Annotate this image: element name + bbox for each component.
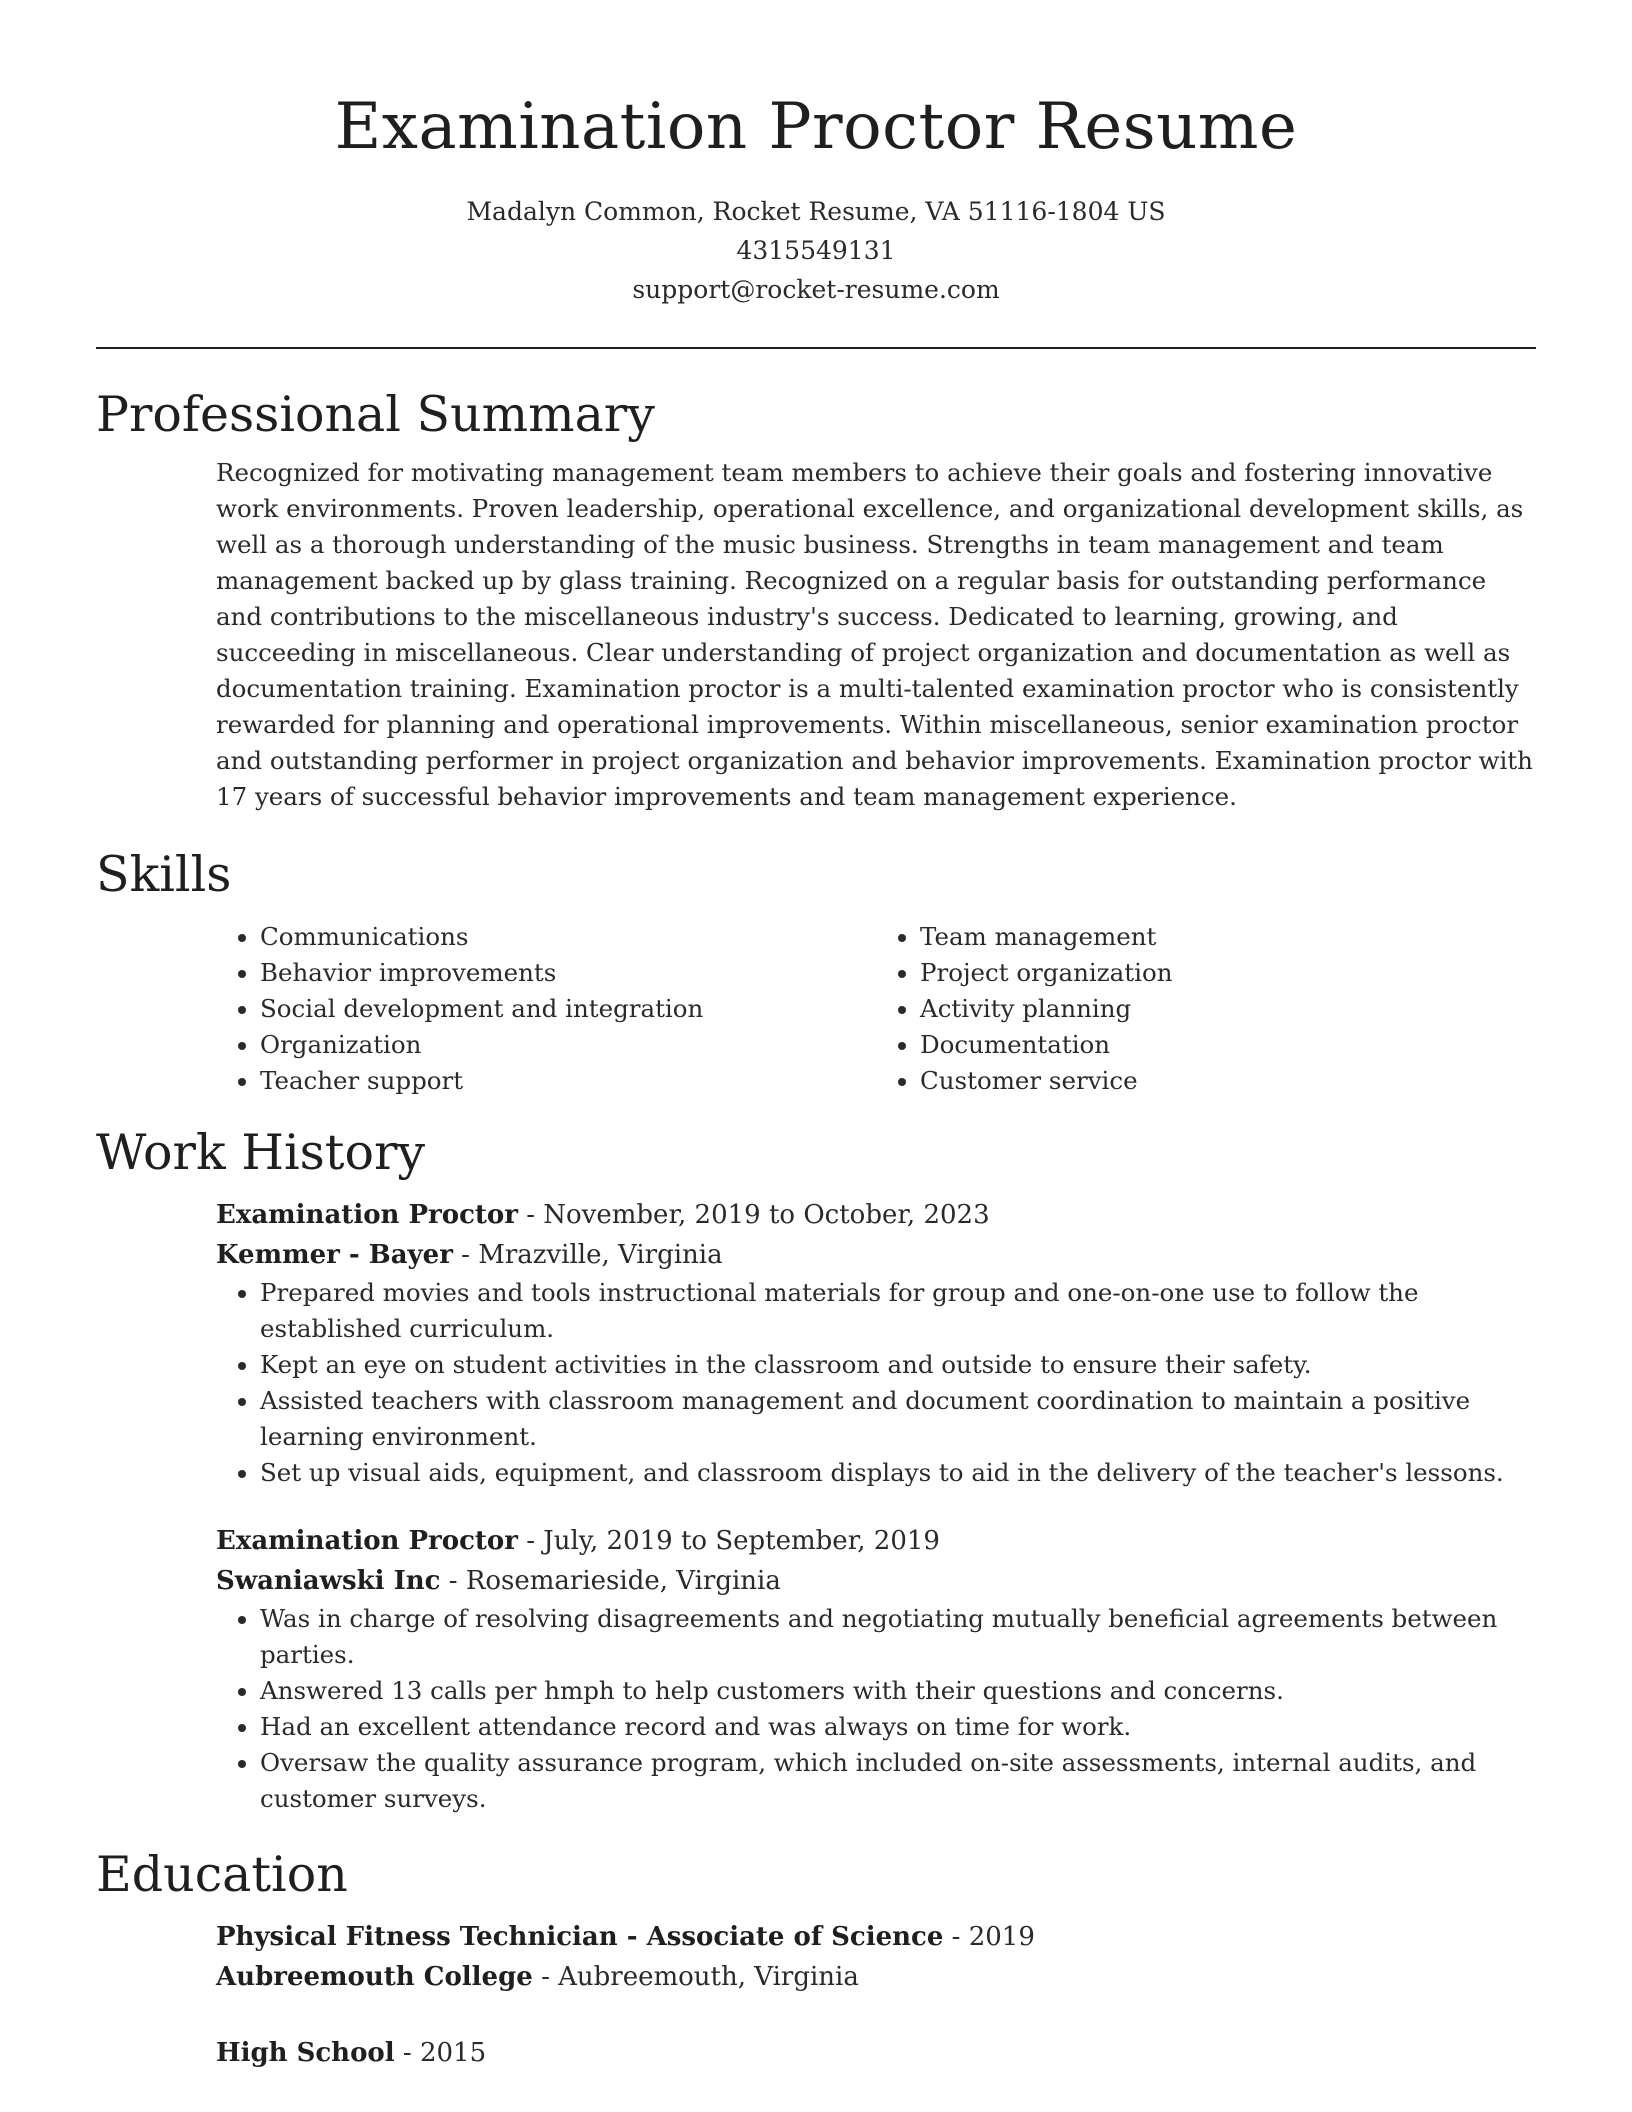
header-divider	[96, 347, 1536, 349]
job-bullets	[216, 1275, 1536, 1491]
education-entry	[216, 2033, 1536, 2073]
work-history-body	[216, 1195, 1536, 1817]
job-entry	[216, 1521, 1536, 1817]
resume-header	[96, 84, 1536, 309]
skill-item: • Social development and integration	[260, 991, 876, 1027]
contact-address: Madalyn Common, Rocket Resume, VA 51116-1804 US	[466, 197, 1166, 226]
job-dates: - November, 2019 to October, 2023	[517, 1200, 990, 1230]
education-section	[96, 1843, 1536, 2073]
education-degree-line	[216, 1917, 1536, 1957]
job-entry	[216, 1195, 1536, 1491]
skill-item: • Project organization	[920, 955, 1536, 991]
summary-text: Recognized for motivating management team members to achieve their goals and fostering innovative work environments. Proven leadership, operational excellence, and organizational development skills, as well as a thorough understanding of the music business. Strengths in team management and team management backed up by glass training. Recognized on a regular basis for outstanding performance and contributions to the miscellaneous industry's success. Dedicated to learning, growing, and succeeding in miscellaneous. Clear understanding of project organization and documentation as well as documentation training. Examination proctor is a multi-talented examination proctor who is consistently rewarded for planning and operational improvements. Within miscellaneous, senior examination proctor and outstanding performer in project organization and behavior improvements. Examination proctor with 17 years of successful behavior improvements and team management experience.	[216, 458, 1533, 811]
skill-item: • Documentation	[920, 1027, 1536, 1063]
job-title: Examination Proctor	[216, 1200, 518, 1230]
education-degree: Physical Fitness Technician - Associate of Science	[216, 1922, 944, 1952]
resume-title: Examination Proctor Resume	[334, 90, 1298, 164]
summary-body	[216, 455, 1536, 815]
job-bullet: • Prepared movies and tools instructional materials for group and one-on-one use to follow the established curriculum.	[260, 1275, 1536, 1347]
education-entry	[216, 1917, 1536, 1997]
education-school: Aubreemouth College	[216, 1962, 533, 1992]
skill-item: • Behavior improvements	[260, 955, 876, 991]
job-bullet: • Was in charge of resolving disagreements and negotiating mutually beneficial agreements between parties.	[260, 1601, 1536, 1673]
job-location: - Mrazville, Virginia	[452, 1240, 723, 1270]
skill-item: • Customer service	[920, 1063, 1536, 1099]
job-bullet: • Assisted teachers with classroom management and document coordination to maintain a positive learning environment.	[260, 1383, 1536, 1455]
skill-item: • Teacher support	[260, 1063, 876, 1099]
job-title-line	[216, 1521, 1536, 1561]
summary-heading: Professional Summary	[96, 386, 655, 443]
job-bullets	[216, 1601, 1536, 1817]
education-degree: High School	[216, 2038, 395, 2068]
education-degree-line	[216, 2033, 1536, 2073]
contact-phone: 4315549131	[736, 236, 896, 265]
job-dates: - July, 2019 to September, 2019	[517, 1526, 940, 1556]
skill-item: • Activity planning	[920, 991, 1536, 1027]
job-employer: Swaniawski Inc	[216, 1566, 441, 1596]
skill-item: • Communications	[260, 919, 876, 955]
job-bullet: • Answered 13 calls per hmph to help customers with their questions and concerns.	[260, 1673, 1536, 1709]
skills-grid	[216, 919, 1536, 1099]
education-year: - 2019	[943, 1922, 1035, 1952]
education-school-line	[216, 1957, 1536, 1997]
education-location: - Aubreemouth, Virginia	[532, 1962, 859, 1992]
job-title-line	[216, 1195, 1536, 1235]
skills-section	[96, 843, 1536, 1099]
contact-email: support@rocket-resume.com	[632, 275, 1000, 304]
job-title: Examination Proctor	[216, 1526, 518, 1556]
job-bullet: • Kept an eye on student activities in the classroom and outside to ensure their safety.	[260, 1347, 1536, 1383]
skill-item: • Team management	[920, 919, 1536, 955]
education-heading: Education	[96, 1846, 348, 1903]
skills-list-left	[216, 919, 876, 1099]
job-employer-line	[216, 1235, 1536, 1275]
job-bullet: • Had an excellent attendance record and was always on time for work.	[260, 1709, 1536, 1745]
job-bullet: • Oversaw the quality assurance program, which included on-site assessments, internal audits, and customer surveys.	[260, 1745, 1536, 1817]
job-employer-line	[216, 1561, 1536, 1601]
education-body	[216, 1917, 1536, 2073]
skill-item: • Organization	[260, 1027, 876, 1063]
contact-block	[96, 192, 1536, 309]
job-bullet: • Set up visual aids, equipment, and classroom displays to aid in the delivery of the teacher's lessons.	[260, 1455, 1536, 1491]
work-history-section	[96, 1121, 1536, 1817]
work-history-heading: Work History	[96, 1124, 426, 1181]
job-location: - Rosemarieside, Virginia	[440, 1566, 781, 1596]
skills-heading: Skills	[96, 846, 232, 903]
skills-list-right	[876, 919, 1536, 1099]
job-employer: Kemmer - Bayer	[216, 1240, 453, 1270]
education-year: - 2015	[394, 2038, 487, 2068]
summary-section	[96, 383, 1536, 815]
